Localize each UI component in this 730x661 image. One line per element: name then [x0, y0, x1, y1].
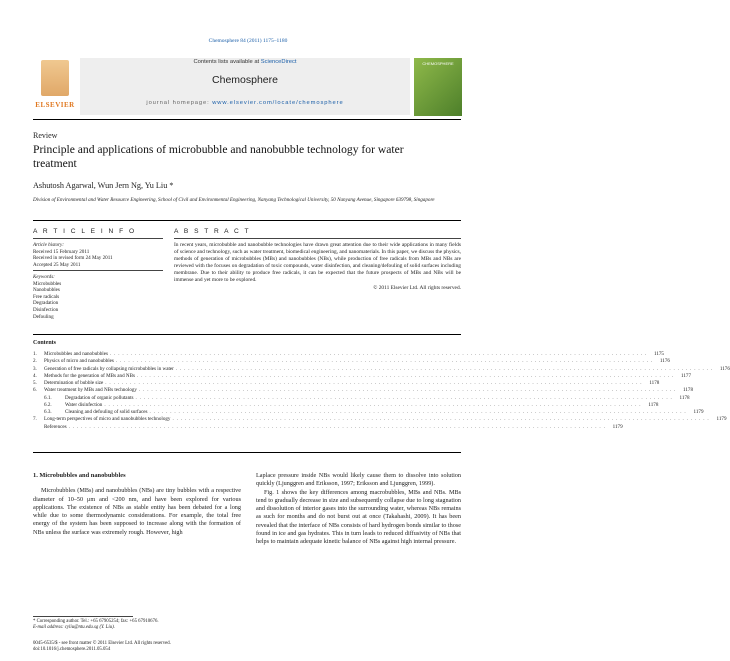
toc-item-5[interactable]: 5. Determination of bubble size . . . . . . . . . . . . . . . . . . . . . . . . . . . . . . . . . . . . . . . . . . . . . . . . . . . . . . . . . . . . . . . . . . . . . . . . . . . . . . . . . . . . . . . . . . . . . . . . . . . . . . . . . . . . . . . . . . . . . . . . . . . . . . . . . . 1178: [33, 380, 660, 386]
keyword: Disinfection: [33, 306, 59, 313]
toc-item-4[interactable]: 4. Methods for the generation of MBs and NBs . . . . . . . . . . . . . . . . . . . . . . . . . . . . . . . . . . . . . . . . . . . . . . . . . . . . . . . . . . . . . . . . . . . . . . . . . . . . . . . . . . . . . . . . . . . . . . . . . . . . . . . . . . . . . . . . . . . . . . . . . . . . . . . . . . 1177: [33, 372, 691, 379]
journal-reference[interactable]: Chemosphere 84 (2011) 1175–1180: [208, 38, 288, 44]
divider: [33, 220, 461, 221]
history-revised: Received in revised form 24 May 2011: [33, 255, 113, 262]
body-paragraph: Fig. 1 shows the key differences among macrobubbles, MBs and NBs. MBs tend to gradually decrease in size and subsequently collapse due to long stagnation and dissolution of interior gases into the surrounding water, whereas NBs remains as such for months and do not burst out at once (Takahashi, 2009). It has been revealed that the interface of NBs consists of hard hydrogen bonds similar to those found in ice and gas hydrates. This in turn leads to reduced diffusivity of NBs that helps to maintain adequate kinetic balance of NBs against high internal pressure.: [256, 488, 461, 546]
abstract-heading: A B S T R A C T: [174, 228, 251, 235]
email-address[interactable]: E-mail address: cyliu@ntu.edu.sg (Y. Liu).: [33, 625, 115, 631]
divider: [33, 238, 163, 239]
history-accepted: Accepted 25 May 2011: [33, 261, 81, 268]
journal-header: [80, 58, 410, 115]
divider: [33, 334, 461, 335]
publisher-name: ELSEVIER: [35, 101, 75, 109]
divider: [33, 452, 461, 453]
divider: [33, 270, 163, 271]
keyword: Degradation: [33, 300, 59, 307]
dot-leader: . . . . . . . . . . . . . . . . . . . . . . . . . . . . . . . . . . . . . . . . . . . . . . . . . . . . . . . . . . . . . . . . . . . . . . . . . . . . . . . . . . . . . . . . . . . . . . . . . . . . . . . . . . . . . . . . . . . . . . . . . . . . . . . . . .: [105, 380, 643, 386]
keyword: Free radicals: [33, 293, 60, 300]
body-column-left: [33, 472, 241, 537]
history-received: Received 15 February 2011: [33, 248, 90, 255]
journal-name: Chemosphere: [212, 74, 278, 86]
body-paragraph: Laplace pressure inside NBs would likely cause them to dissolve into solution quickly (Ljunggren and Eriksson, 1997; Eriksson and Ljunggren, 1999).: [256, 472, 461, 488]
dot-leader: . . . . . . . . . . . . . . . . . . . . . . . . . . . . . . . . . . . . . . . . . . . . . . . . . . . . . . . . . . . . . . . . . . . . . . . . . . . . . . . . . . . . . . . . . . . . . . . . . . . . . . . . . . . . . . . . . . . . . . . . . . . . . . . . . .: [115, 358, 653, 365]
keyword: Defouling: [33, 313, 54, 320]
dot-leader: . . . . . . . . . . . . . . . . . . . . . . . . . . . . . . . . . . . . . . . . . . . . . . . . . . . . . . . . . . . . . . . . . . . . . . . . . . . . . . . . . . . . . . . . . . . . . . . . . . . . . . . . . . . . . . . . . . . . . . . . . . . . . . . . . .: [109, 351, 647, 357]
footnote: [33, 619, 243, 632]
dot-leader: . . . . . . . . . . . . . . . . . . . . . . . . . . . . . . . . . . . . . . . . . . . . . . . . . . . . . . . . . . . . . . . . . . . . . . . . . . . . . . . . . . . . . . . . . . . . . . . . . . . . . . . . . . . . . . . . . . . . . . . . . . . . . . . . . .: [149, 409, 687, 415]
divider: [33, 119, 461, 120]
body-paragraph: Microbubbles (MBs) and nanobubbles (NBs) are tiny bubbles with a respective diameter of 10–50 μm and <200 nm, and have been explored for various applications. The existence of NBs as stable entity has been debated for a long while due to some thermodynamic considerations. For example, the total free energy of the system has been supposed to increase along with the formation of NBs unless the surface was extremely rough. However, high: [33, 487, 241, 536]
authors: Ashutosh Agarwal, Wun Jern Ng, Yu Liu *: [33, 181, 174, 190]
homepage-link[interactable]: www.elsevier.com/locate/chemosphere: [212, 100, 344, 106]
abstract: [174, 242, 461, 292]
toc-item-6-2[interactable]: 6.2. Water disinfection . . . . . . . . . . . . . . . . . . . . . . . . . . . . . . . . . . . . . . . . . . . . . . . . . . . . . . . . . . . . . . . . . . . . . . . . . . . . . . . . . . . . . . . . . . . . . . . . . . . . . . . . . . . . . . . . . . . . . . . . . . . . . . . . . . 1178: [44, 401, 659, 408]
dot-leader: . . . . . . . . . . . . . . . . . . . . . . . . . . . . . . . . . . . . . . . . . . . . . . . . . . . . . . . . . . . . . . . . . . . . . . . . . . . . . . . . . . . . . . . . . . . . . . . . . . . . . . . . . . . . . . . . . . . . . . . . . . . . . . . . . .: [68, 423, 606, 430]
toc-item-1[interactable]: 1. Microbubbles and nanobubbles . . . . . . . . . . . . . . . . . . . . . . . . . . . . . . . . . . . . . . . . . . . . . . . . . . . . . . . . . . . . . . . . . . . . . . . . . . . . . . . . . . . . . . . . . . . . . . . . . . . . . . . . . . . . . . . . . . . . . . . . . . . . . . . . . . 1175: [33, 351, 664, 357]
history-label: Article history:: [33, 242, 64, 248]
divider: [174, 238, 461, 239]
issn-line: 0045-6535/$ - see front matter © 2011 Elsevier Ltd. All rights reserved.: [33, 641, 171, 646]
elsevier-tree-icon: [41, 60, 69, 96]
cover-title: CHEMOSPHERE: [422, 61, 454, 66]
dot-leader: . . . . . . . . . . . . . . . . . . . . . . . . . . . . . . . . . . . . . . . . . . . . . . . . . . . . . . . . . . . . . . . . . . . . . . . . . . . . . . . . . . . . . . . . . . . . . . . . . . . . . . . . . . . . . . . . . . . . . . . . . . . . . . . . . .: [175, 365, 713, 372]
dot-leader: . . . . . . . . . . . . . . . . . . . . . . . . . . . . . . . . . . . . . . . . . . . . . . . . . . . . . . . . . . . . . . . . . . . . . . . . . . . . . . . . . . . . . . . . . . . . . . . . . . . . . . . . . . . . . . . . . . . . . . . . . . . . . . . . . .: [138, 387, 676, 394]
keywords-label: Keywords:: [33, 274, 55, 280]
corresponding-author: * Corresponding author. Tel.: +65 67905254; fax: +65 67910676.: [33, 619, 159, 624]
copyright: © 2011 Elsevier Ltd. All rights reserved.: [373, 284, 461, 291]
keyword: Microbubbles: [33, 280, 62, 287]
toc-item-7[interactable]: 7. Long-term perspectives of micro and nanobubbles technology . . . . . . . . . . . . . . . . . . . . . . . . . . . . . . . . . . . . . . . . . . . . . . . . . . . . . . . . . . . . . . . . . . . . . . . . . . . . . . . . . . . . . . . . . . . . . . . . . . . . . . . . . . . . . . . . . . . . . . . . . . . . . . . . . . 1179: [33, 416, 727, 423]
toc-item-6-3[interactable]: 6.3. Cleaning and defouling of solid surfaces . . . . . . . . . . . . . . . . . . . . . . . . . . . . . . . . . . . . . . . . . . . . . . . . . . . . . . . . . . . . . . . . . . . . . . . . . . . . . . . . . . . . . . . . . . . . . . . . . . . . . . . . . . . . . . . . . . . . . . . . . . . . . . . . . . 1179: [44, 409, 704, 415]
journal-cover-image[interactable]: [414, 58, 462, 116]
keyword: Nanobubbles: [33, 287, 60, 294]
toc-item-6-1[interactable]: 6.1. Degradation of organic pollutants . . . . . . . . . . . . . . . . . . . . . . . . . . . . . . . . . . . . . . . . . . . . . . . . . . . . . . . . . . . . . . . . . . . . . . . . . . . . . . . . . . . . . . . . . . . . . . . . . . . . . . . . . . . . . . . . . . . . . . . . . . . . . . . . . . 1178: [44, 394, 690, 401]
contents-heading: Contents: [33, 340, 57, 346]
article-info-heading: A R T I C L E I N F O: [33, 228, 137, 235]
toc-item-3[interactable]: 3. Generation of free radicals by collapsing microbubbles in water . . . . . . . . . . . . . . . . . . . . . . . . . . . . . . . . . . . . . . . . . . . . . . . . . . . . . . . . . . . . . . . . . . . . . . . . . . . . . . . . . . . . . . . . . . . . . . . . . . . . . . . . . . . . . . . . . . . . . . . . . . . . . . . . . . 1176: [33, 365, 730, 372]
table-of-contents: [33, 351, 730, 431]
sciencedirect-link[interactable]: ScienceDirect: [260, 59, 297, 65]
toc-item-2[interactable]: 2. Physics of micro and nanobubbles . . . . . . . . . . . . . . . . . . . . . . . . . . . . . . . . . . . . . . . . . . . . . . . . . . . . . . . . . . . . . . . . . . . . . . . . . . . . . . . . . . . . . . . . . . . . . . . . . . . . . . . . . . . . . . . . . . . . . . . . . . . . . . . . . . 1176: [33, 358, 670, 365]
toc-item-references[interactable]: References . . . . . . . . . . . . . . . . . . . . . . . . . . . . . . . . . . . . . . . . . . . . . . . . . . . . . . . . . . . . . . . . . . . . . . . . . . . . . . . . . . . . . . . . . . . . . . . . . . . . . . . . . . . . . . . . . . . . . . . . . . . . . . . . . . 1179: [44, 423, 623, 430]
section-title: 1. Microbubbles and nanobubbles: [33, 472, 126, 479]
journal-homepage: journal homepage: www.elsevier.com/locate/chemosphere: [146, 100, 344, 106]
dot-leader: . . . . . . . . . . . . . . . . . . . . . . . . . . . . . . . . . . . . . . . . . . . . . . . . . . . . . . . . . . . . . . . . . . . . . . . . . . . . . . . . . . . . . . . . . . . . . . . . . . . . . . . . . . . . . . . . . . . . . . . . . . . . . . . . . .: [104, 401, 642, 408]
affiliation: Division of Environmental and Water Resource Engineering, School of Civil and Environmental Engineering, Nanyang Technological University, 50 Nanyang Avenue, Singapore 639798, Singapore: [33, 197, 435, 203]
contents-available-line: Contents lists available at ScienceDirect: [193, 59, 297, 65]
article-title: Principle and applications of microbubble and nanobubble technology for water treatment: [33, 143, 404, 170]
dot-leader: . . . . . . . . . . . . . . . . . . . . . . . . . . . . . . . . . . . . . . . . . . . . . . . . . . . . . . . . . . . . . . . . . . . . . . . . . . . . . . . . . . . . . . . . . . . . . . . . . . . . . . . . . . . . . . . . . . . . . . . . . . . . . . . . . .: [136, 372, 674, 379]
issn-info: [33, 641, 243, 654]
article-history: [33, 242, 163, 268]
article-type: Review: [33, 131, 58, 140]
toc-item-6[interactable]: 6. Water treatment by MBs and NBs technology . . . . . . . . . . . . . . . . . . . . . . . . . . . . . . . . . . . . . . . . . . . . . . . . . . . . . . . . . . . . . . . . . . . . . . . . . . . . . . . . . . . . . . . . . . . . . . . . . . . . . . . . . . . . . . . . . . . . . . . . . . . . . . . . . . 1178: [33, 387, 693, 394]
footnote-divider: [33, 616, 133, 617]
keywords: [33, 274, 163, 320]
abstract-text: In recent years, microbubble and nanobubble technologies have drawn great attention due to their wide applications in many fields of science and technology, such as water treatment, biomedical engineering, and nanomaterials. In this paper, we discuss the physics, methods of generation of microbubbles (MBs) and nanobubbles (NBs), while production of free radicals from MBs and NBs are reviewed with the focuses on degradation of toxic compounds, water disinfection, and cleaning/defouling of solid surfaces including membrane. Due to their ability to produce free radicals, it can be expected that the future prospects of MBs and NBs will be immense and yet more to be explored.: [174, 242, 461, 284]
body-column-right: [256, 472, 461, 547]
dot-leader: . . . . . . . . . . . . . . . . . . . . . . . . . . . . . . . . . . . . . . . . . . . . . . . . . . . . . . . . . . . . . . . . . . . . . . . . . . . . . . . . . . . . . . . . . . . . . . . . . . . . . . . . . . . . . . . . . . . . . . . . . . . . . . . . . .: [135, 394, 673, 401]
doi-link[interactable]: doi:10.1016/j.chemosphere.2011.05.054: [33, 647, 111, 653]
elsevier-logo[interactable]: [33, 58, 77, 116]
dot-leader: . . . . . . . . . . . . . . . . . . . . . . . . . . . . . . . . . . . . . . . . . . . . . . . . . . . . . . . . . . . . . . . . . . . . . . . . . . . . . . . . . . . . . . . . . . . . . . . . . . . . . . . . . . . . . . . . . . . . . . . . . . . . . . . . . .: [172, 416, 710, 423]
